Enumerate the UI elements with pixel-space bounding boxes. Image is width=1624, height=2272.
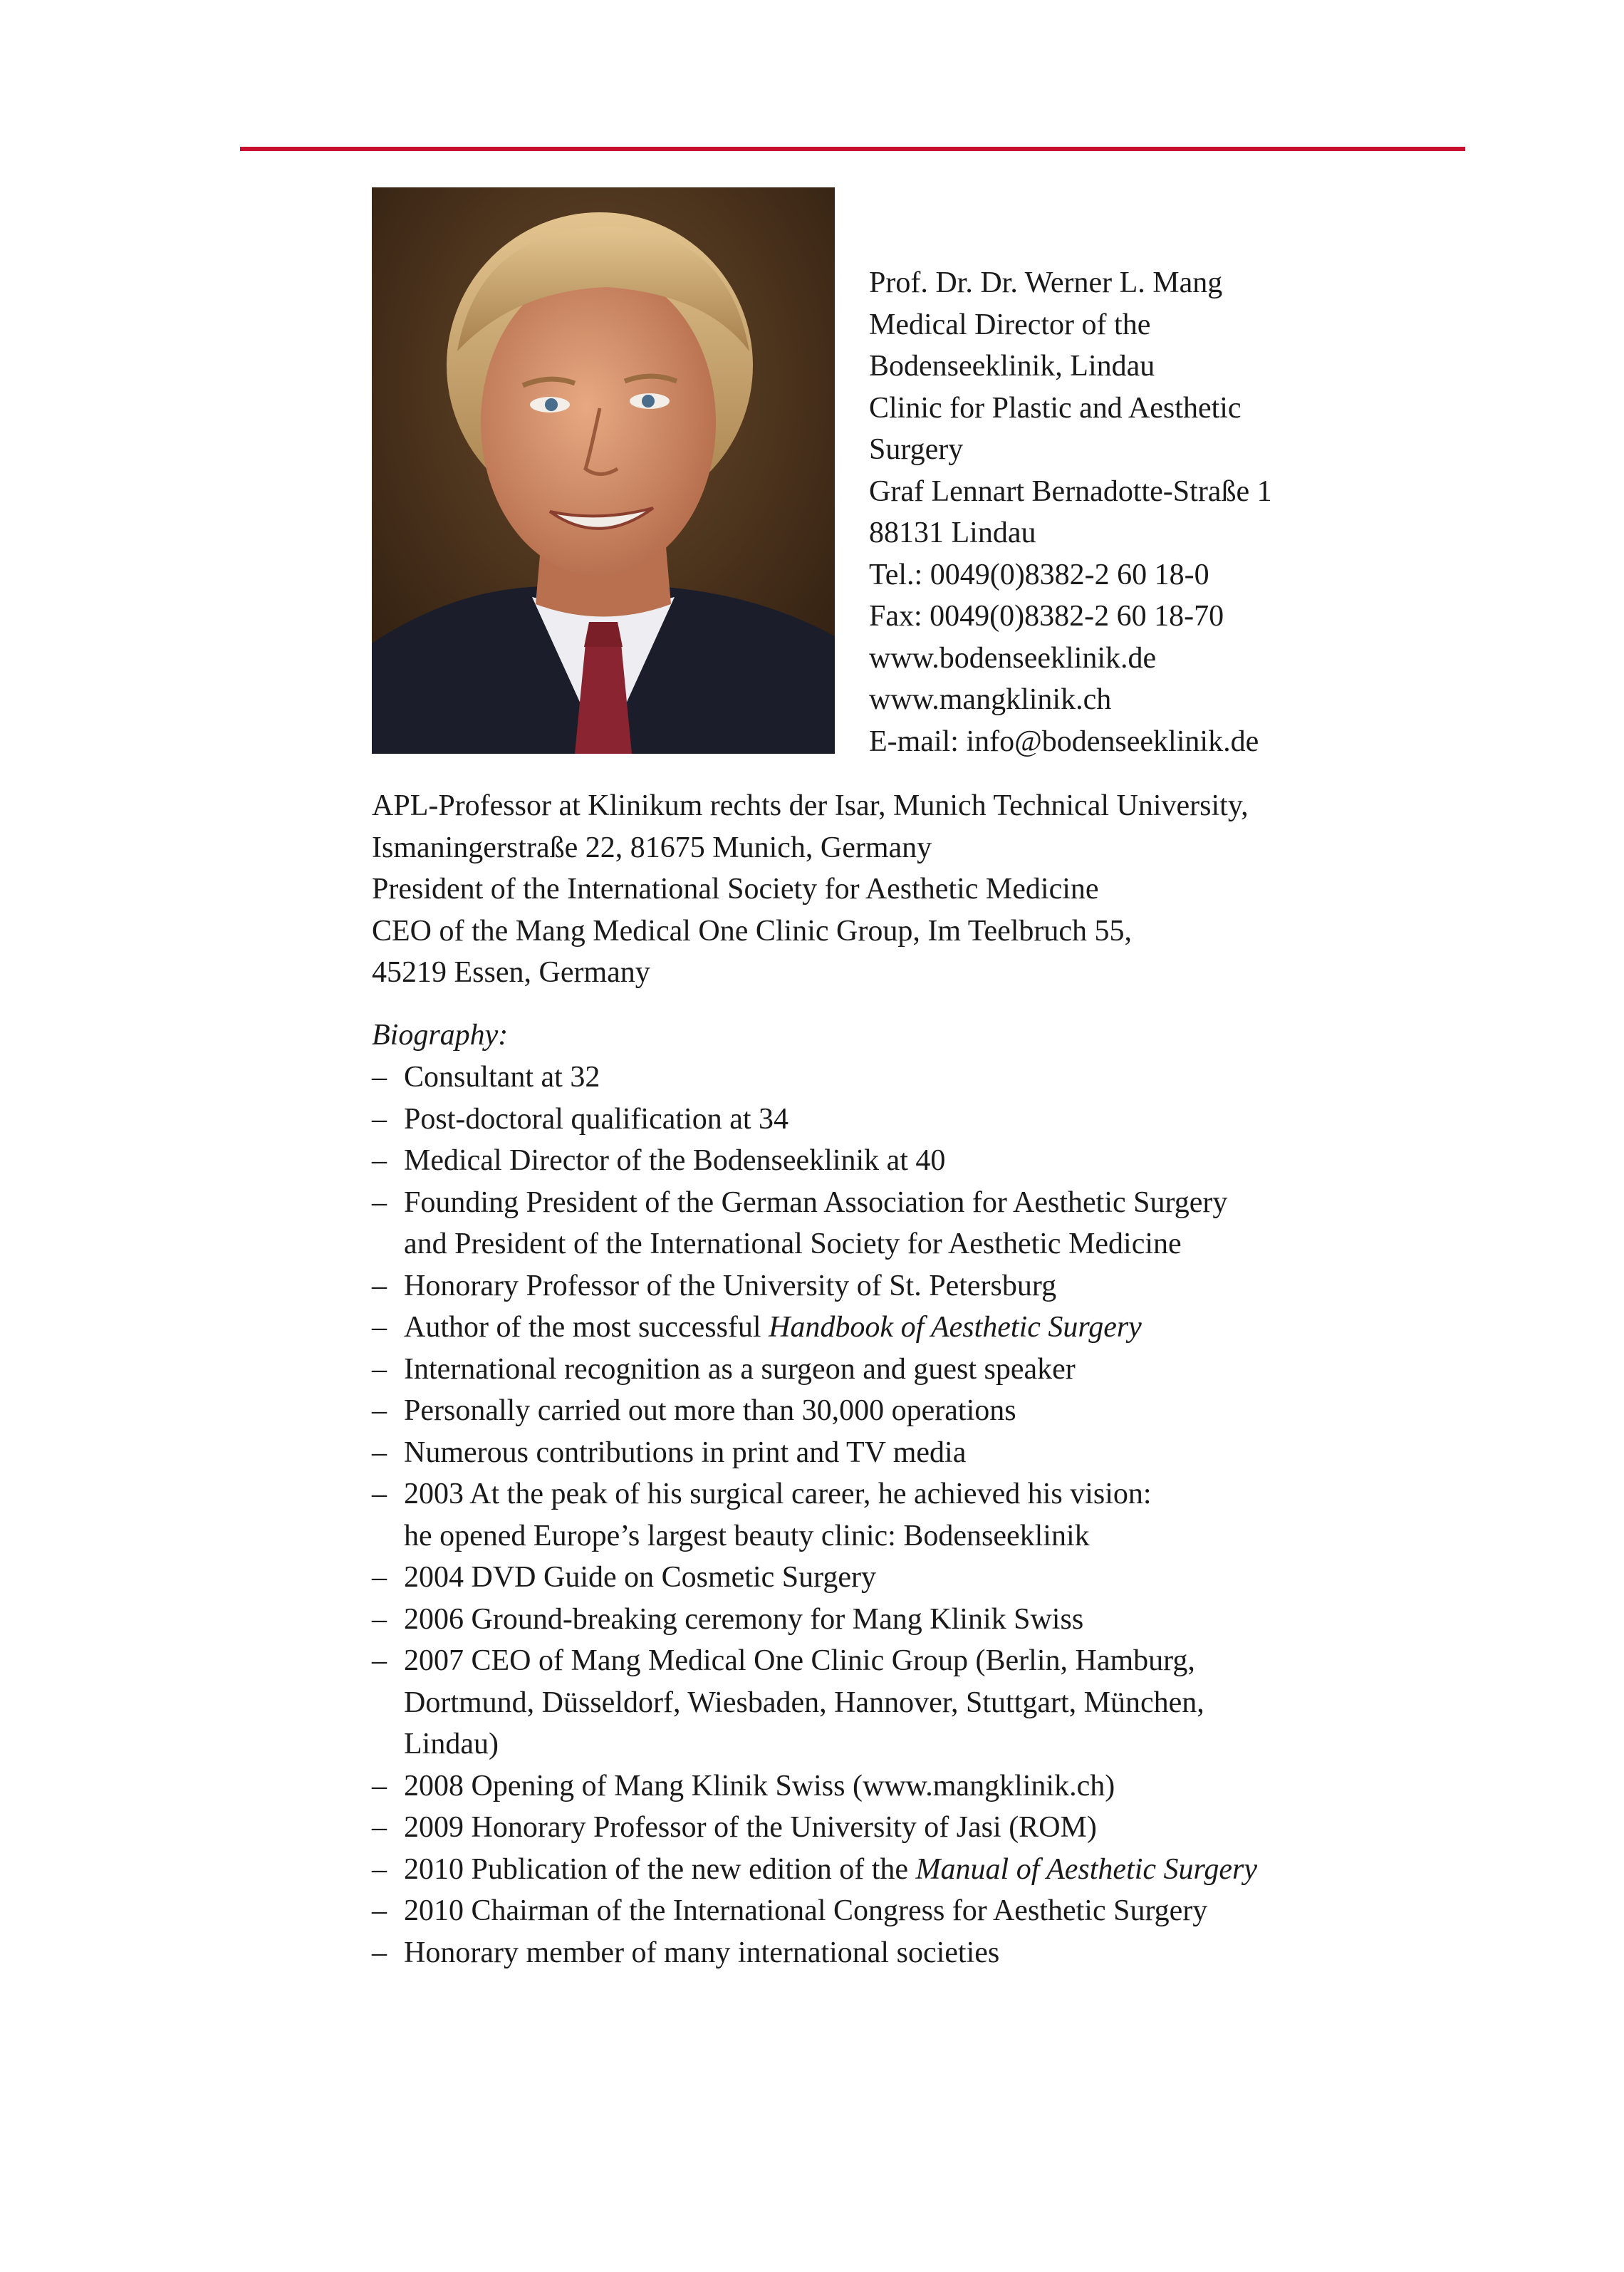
- biography-item-line: [404, 1599, 1390, 1641]
- contact-title: Medical Director of the: [869, 308, 1151, 341]
- list-dash: –: [372, 1644, 387, 1677]
- biography-item-line: [404, 1807, 1390, 1849]
- biography-item: [372, 1640, 1390, 1765]
- biography-item-text: Dortmund, Düsseldorf, Wiesbaden, Hannover, Stuttgart, München,: [404, 1686, 1204, 1719]
- biography-item-line: [404, 1473, 1390, 1515]
- biography-item-text: 2004 DVD Guide on Cosmetic Surgery: [404, 1561, 876, 1594]
- list-dash: –: [372, 1102, 387, 1136]
- biography-item: [372, 1057, 1390, 1099]
- biography-item-line: [404, 1099, 1390, 1141]
- list-dash: –: [372, 1602, 387, 1636]
- list-dash: –: [372, 1894, 387, 1927]
- contact-phone: Tel.: 0049(0)8382-2 60 18-0: [869, 558, 1209, 591]
- biography-item-line: [404, 1557, 1390, 1599]
- list-dash: –: [372, 1394, 387, 1427]
- biography-item-text: 2009 Honorary Professor of the University of Jasi (ROM): [404, 1811, 1097, 1844]
- biography-item-line: [404, 1307, 1390, 1349]
- biography-item: [372, 1932, 1390, 1974]
- biography-item: [372, 1140, 1390, 1182]
- biography-item-text: Numerous contributions in print and TV media: [404, 1436, 967, 1469]
- book-title: Handbook of Aesthetic Surgery: [769, 1311, 1142, 1344]
- biography-item-line: [404, 1515, 1390, 1557]
- biography-item-line: [404, 1640, 1390, 1682]
- biography-item-text: Medical Director of the Bodenseeklinik at 40: [404, 1144, 946, 1177]
- list-dash: –: [372, 1478, 387, 1510]
- list-dash: –: [372, 1436, 387, 1469]
- biography-item-line: [404, 1432, 1390, 1474]
- biography-item-text: 2008 Opening of Mang Klinik Swiss (www.mangklinik.ch): [404, 1769, 1115, 1802]
- biography-item-text: Lindau): [404, 1728, 499, 1760]
- biography-item-text: Honorary Professor of the University of St. Petersburg: [404, 1269, 1057, 1302]
- biography-item-line: [404, 1682, 1390, 1724]
- list-dash: –: [372, 1269, 387, 1302]
- biography-list: [372, 1057, 1390, 1973]
- biography-item: [372, 1557, 1390, 1599]
- biography-item-line: [404, 1849, 1390, 1891]
- biography-item-line: [404, 1890, 1390, 1932]
- biography-item: [372, 1890, 1390, 1932]
- affiliations-block: [372, 785, 1249, 994]
- list-dash: –: [372, 1561, 387, 1594]
- biography-item-text: 2007 CEO of Mang Medical One Clinic Group (Berlin, Hamburg,: [404, 1644, 1195, 1677]
- biography-item: [372, 1307, 1390, 1349]
- biography-item-text: 2010 Publication of the new edition of the: [404, 1852, 916, 1886]
- affiliation-line: President of the International Society for Aesthetic Medicine: [372, 873, 1099, 906]
- list-dash: –: [372, 1769, 387, 1802]
- biography-item-line: [404, 1723, 1390, 1765]
- biography-item-text: he opened Europe’s largest beauty clinic: Bodenseeklinik: [404, 1519, 1090, 1552]
- list-dash: –: [372, 1352, 387, 1386]
- list-dash: –: [372, 1311, 387, 1344]
- biography-item: [372, 1599, 1390, 1641]
- contact-clinic-type-cont: Surgery: [869, 433, 964, 466]
- biography-item: [372, 1849, 1390, 1891]
- biography-item-line: [404, 1182, 1390, 1224]
- contact-email[interactable]: E-mail: info@bodenseeklinik.de: [869, 725, 1259, 758]
- biography-item-text: Honorary member of many international societies: [404, 1936, 1000, 1969]
- biography-item: [372, 1473, 1390, 1557]
- biography-item-line: [404, 1765, 1390, 1807]
- biography-item-line: [404, 1057, 1390, 1099]
- biography-heading: Biography:: [372, 1019, 509, 1052]
- biography-item-text: Personally carried out more than 30,000 operations: [404, 1394, 1016, 1427]
- biography-item-text: 2003 At the peak of his surgical career, he achieved his vision:: [404, 1478, 1152, 1510]
- biography-item-line: [404, 1390, 1390, 1432]
- list-dash: –: [372, 1186, 387, 1219]
- list-dash: –: [372, 1061, 387, 1094]
- list-dash: –: [372, 1852, 387, 1886]
- list-dash: –: [372, 1811, 387, 1844]
- contact-name: Prof. Dr. Dr. Werner L. Mang: [869, 266, 1223, 299]
- affiliation-line: 45219 Essen, Germany: [372, 956, 650, 989]
- contact-fax: Fax: 0049(0)8382-2 60 18-70: [869, 600, 1224, 633]
- book-title: Manual of Aesthetic Surgery: [915, 1852, 1257, 1886]
- biography-item-text: Consultant at 32: [404, 1061, 600, 1094]
- contact-city: 88131 Lindau: [869, 517, 1036, 549]
- biography-item: [372, 1765, 1390, 1807]
- contact-block: [869, 262, 1272, 762]
- portrait-photo-icon: [372, 187, 835, 754]
- biography-item-text: Founding President of the German Association for Aesthetic Surgery: [404, 1186, 1228, 1219]
- biography-item-text: International recognition as a surgeon and guest speaker: [404, 1352, 1076, 1386]
- biography-item-text: 2010 Chairman of the International Congress for Aesthetic Surgery: [404, 1894, 1208, 1927]
- header-rule: [240, 147, 1465, 151]
- contact-website-1[interactable]: www.bodenseeklinik.de: [869, 641, 1157, 675]
- biography-item: [372, 1807, 1390, 1849]
- biography-item: [372, 1349, 1390, 1391]
- biography-item-line: [404, 1223, 1390, 1265]
- biography-item-text: 2006 Ground-breaking ceremony for Mang Klinik Swiss: [404, 1602, 1084, 1636]
- contact-clinic: Bodenseeklinik, Lindau: [869, 350, 1155, 383]
- biography-item: [372, 1182, 1390, 1265]
- biography-item: [372, 1265, 1390, 1307]
- affiliation-line: Ismaningerstraße 22, 81675 Munich, Germany: [372, 831, 932, 864]
- contact-clinic-type: Clinic for Plastic and Aesthetic: [869, 391, 1242, 425]
- contact-website-2[interactable]: www.mangklinik.ch: [869, 683, 1112, 716]
- affiliation-line: CEO of the Mang Medical One Clinic Group, Im Teelbruch 55,: [372, 914, 1133, 948]
- biography-item: [372, 1099, 1390, 1141]
- contact-street: Graf Lennart Bernadotte-Straße 1: [869, 474, 1272, 508]
- biography-item-line: [404, 1265, 1390, 1307]
- list-dash: –: [372, 1144, 387, 1177]
- list-dash: –: [372, 1936, 387, 1969]
- biography-item-line: [404, 1349, 1390, 1391]
- affiliation-line: APL-Professor at Klinikum rechts der Isar, Munich Technical University,: [372, 789, 1249, 822]
- biography-item: [372, 1390, 1390, 1432]
- portrait-photo: [372, 187, 835, 754]
- biography-item: [372, 1432, 1390, 1474]
- biography-item-line: [404, 1932, 1390, 1974]
- biography-item-line: [404, 1140, 1390, 1182]
- biography-item-text: and President of the International Society for Aesthetic Medicine: [404, 1228, 1182, 1260]
- biography-item-text: Author of the most successful: [404, 1311, 769, 1344]
- biography-item-text: Post-doctoral qualification at 34: [404, 1102, 789, 1136]
